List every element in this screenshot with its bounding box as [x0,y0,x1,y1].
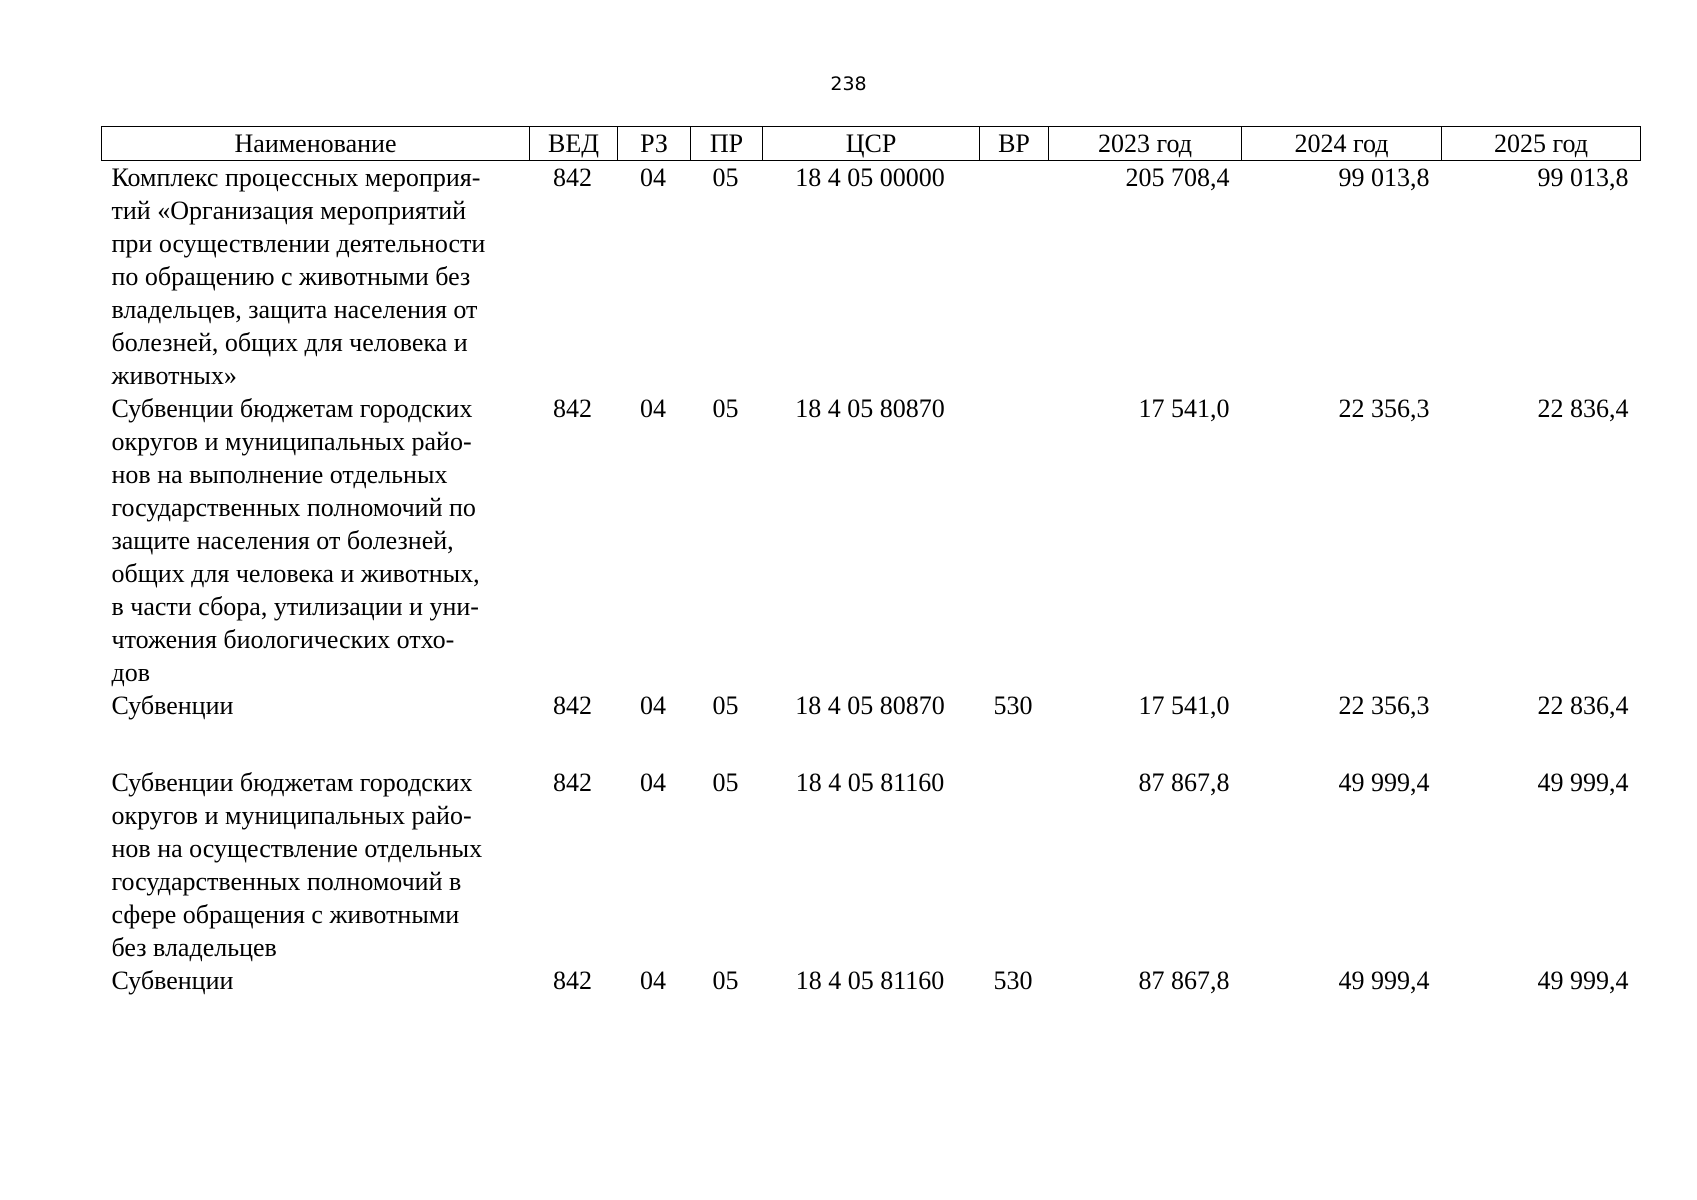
table-row [102,392,1641,689]
name-line: государственных полномочий в [111,867,462,896]
name-line: владельцев, защита населения от [111,295,478,324]
name-line: Комплекс процессных мероприя- [111,163,481,192]
cell-2025: 49 999,4 [1537,768,1629,797]
cell-pr: 05 [712,768,739,797]
cell-2024: 22 356,3 [1338,691,1430,720]
cell-rz: 04 [640,163,666,192]
cell-rz: 04 [640,394,666,423]
header-pr: ПР [691,127,763,161]
header-2024: 2024 год [1242,127,1442,161]
cell-2025: 99 013,8 [1537,163,1629,192]
table-row [102,766,1641,964]
name-line: животных» [111,361,237,390]
name-line: нов на осуществление отдельных [111,834,483,863]
name-line: государственных полномочий по [111,493,476,522]
name-line: Субвенции [111,691,234,720]
cell-name [102,964,530,997]
cell-ved: 842 [553,691,592,720]
name-line: округов и муниципальных райо- [111,801,472,830]
name-line: при осуществлении деятельности [111,229,486,258]
name-line: в части сбора, утилизации и уни- [111,592,479,621]
name-line: чтожения биологических отхо- [111,625,455,654]
cell-csr: 18 4 05 80870 [795,394,945,423]
cell-name [102,689,530,766]
cell-csr: 18 4 05 81160 [795,768,945,797]
cell-vr [980,766,1049,964]
name-line: нов на выполнение отдельных [111,460,448,489]
name-line: защите населения от болезней, [111,526,454,555]
cell-rz: 04 [640,966,666,995]
cell-ved: 842 [553,966,592,995]
cell-2024: 22 356,3 [1338,394,1430,423]
header-rz: РЗ [618,127,691,161]
cell-2023: 205 708,4 [1125,163,1230,192]
header-vr: ВР [980,127,1049,161]
name-line: болезней, общих для человека и [111,328,468,357]
header-csr: ЦСР [763,127,980,161]
header-ved: ВЕД [530,127,618,161]
name-line: без владельцев [111,933,277,962]
header-name: Наименование [102,127,530,161]
name-line: Субвенции бюджетам городских [111,768,473,797]
cell-2024: 99 013,8 [1338,163,1430,192]
cell-2025: 22 836,4 [1537,691,1629,720]
name-line: округов и муниципальных райо- [111,427,472,456]
name-line: тий «Организация мероприятий [111,196,467,225]
cell-csr: 18 4 05 80870 [795,691,945,720]
cell-2025: 22 836,4 [1537,394,1629,423]
name-line: Субвенции бюджетам городских [111,394,473,423]
cell-rz: 04 [640,691,666,720]
name-line: сфере обращения с животными [111,900,460,929]
cell-vr [980,392,1049,689]
cell-name [102,392,530,689]
cell-ved: 842 [553,163,592,192]
header-2023: 2023 год [1049,127,1242,161]
table-row [102,689,1641,766]
page-number: 238 [830,73,867,95]
name-line: Субвенции [111,966,234,995]
cell-2023: 87 867,8 [1138,966,1230,995]
cell-2023: 87 867,8 [1138,768,1230,797]
cell-2025: 49 999,4 [1537,966,1629,995]
cell-2023: 17 541,0 [1138,691,1230,720]
cell-2023: 17 541,0 [1138,394,1230,423]
table-header-row [102,127,1641,161]
table-body [102,161,1641,998]
cell-vr: 530 [993,691,1033,720]
cell-pr: 05 [712,163,739,192]
cell-name [102,766,530,964]
cell-rz: 04 [640,768,666,797]
header-2025: 2025 год [1442,127,1641,161]
cell-csr: 18 4 05 81160 [795,966,945,995]
cell-2024: 49 999,4 [1338,966,1430,995]
cell-2024: 49 999,4 [1338,768,1430,797]
cell-ved: 842 [553,394,592,423]
cell-csr: 18 4 05 00000 [795,163,945,192]
cell-pr: 05 [712,966,739,995]
name-line: по обращению с животными без [111,262,471,291]
cell-ved: 842 [553,768,592,797]
cell-pr: 05 [712,394,739,423]
name-line: общих для человека и животных, [111,559,480,588]
budget-table [101,126,1641,997]
cell-name [102,161,530,393]
table-row [102,964,1641,997]
name-line: дов [111,658,151,687]
cell-vr: 530 [993,966,1033,995]
cell-pr: 05 [712,691,739,720]
cell-vr [980,161,1049,393]
table-row [102,161,1641,393]
